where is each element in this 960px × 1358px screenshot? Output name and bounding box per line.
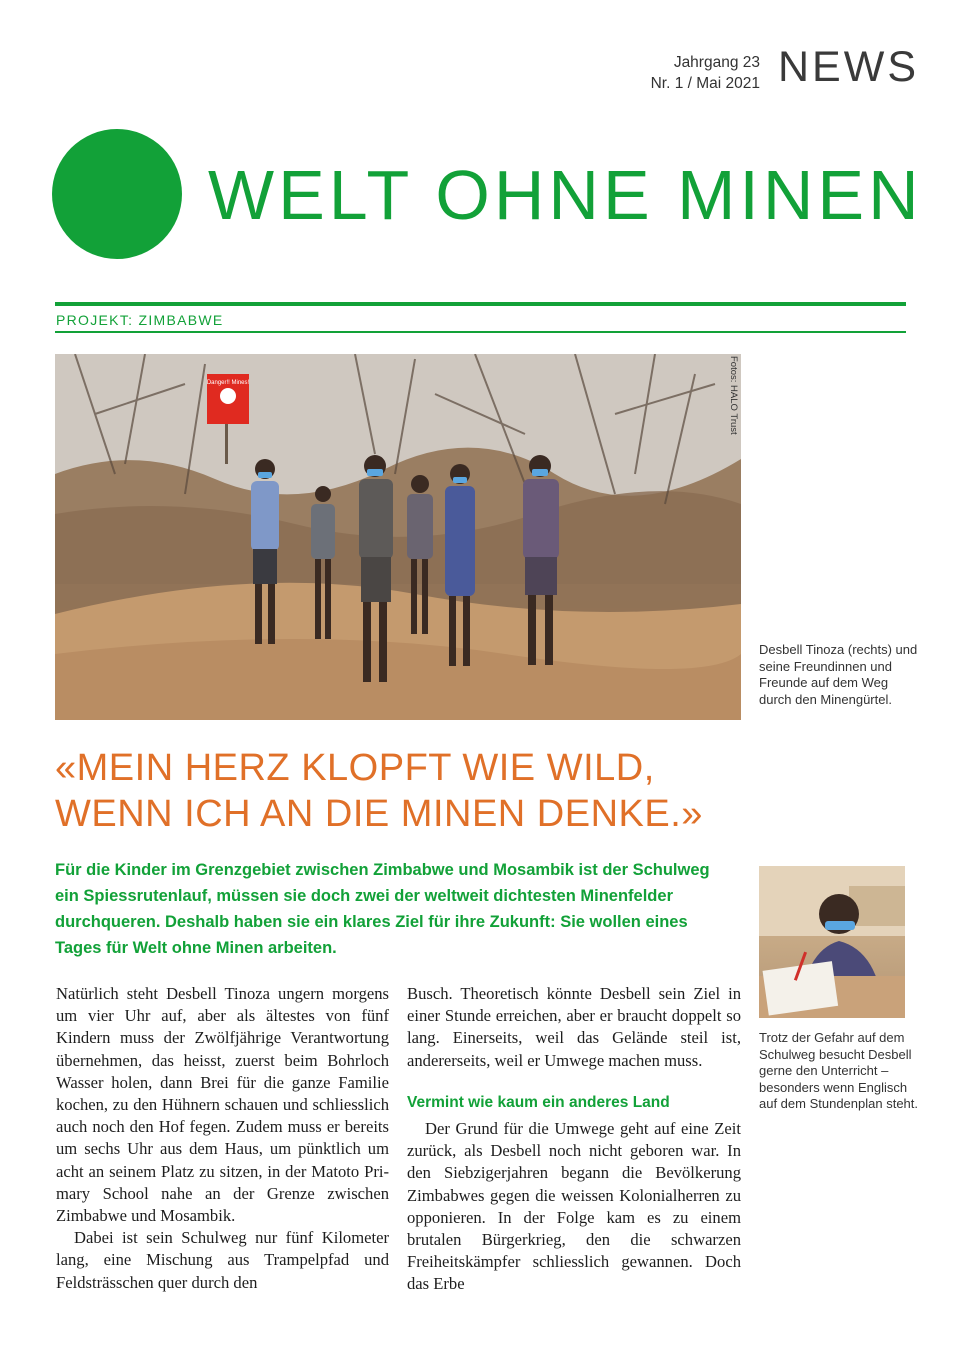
news-label: NEWS [778,43,919,91]
sign-text: Danger!! Mines! [206,380,250,386]
section-rule-bottom [55,331,906,333]
headline-line-1: «MEIN HERZ KLOPFT WIE WILD, [55,747,655,789]
main-photo-caption: Desbell Tinoza (rechts) und seine Freundinnen und Freunde auf dem Weg durch den Minengürtel. [759,642,918,707]
photo-credit: Fotos: HALO Trust [728,356,739,435]
subheading: Vermint wie kaum ein anderes Land [407,1093,670,1111]
main-photo [55,354,741,720]
classroom-photo-illustration [759,866,905,1018]
newsletter-title: WELT OHNE MINEN [208,156,923,234]
section-label: PROJEKT: ZIMBABWE [56,312,224,328]
headline-line-2: WENN ICH AN DIE MINEN DENKE.» [55,793,703,835]
classroom-photo-caption: Trotz der Gefahr auf dem Schulweg besucht Desbell gerne den Unterricht – besonders wenn Englisch auf dem Stundenplan steht. [759,1030,919,1111]
body-paragraph: Der Grund für die Umwege geht auf eine Zeit zurück, als Desbell noch nicht geboren war. In den Siebzigerjahren begann die Bevölkerung Zimbabwes gegen die weissen Kolonialherren zu opponieren. In der Folge kam es zu einem brutalen Bürgerkrieg, den die schwarzen Freiheitskämpfer schliesslich gewannen. Doch das Erbe [407,1119,741,1294]
lead-paragraph: Für die Kinder im Grenzgebiet zwischen Zimbabwe und Mosambik ist der Schulweg ein Spiessrutenlauf, müssen sie doch zwei der weltweit dichtesten Minenfelder durchqueren. Deshalb haben sie ein klares Ziel für ihre Zukunft: Sie wollen eines Tages für Welt ohne Minen arbeiten. [55,861,710,957]
main-photo-illustration [55,354,741,720]
volume-label: Jahrgang 23 [673,54,760,71]
issue-label: Nr. 1 / Mai 2021 [650,75,760,92]
body-paragraph: Busch. Theoretisch könnte Desbell sein Ziel in einer Stunde erreichen, aber er braucht doppelt so lang. Einerseits, weil das Gelände steil ist, andererseits, weil er Umwege machen muss. [407,984,741,1070]
issue-info [651,52,760,94]
body-column-1 [56,983,389,1294]
logo-circle [52,129,182,259]
body-paragraph: Dabei ist sein Schulweg nur fünf Kilometer lang, eine Mischung aus Trampelpfad und Feldsträsschen quer durch den [56,1228,389,1292]
body-column-2 [407,983,741,1296]
section-rule-top [55,302,906,306]
headline [55,745,915,837]
classroom-photo [759,866,905,1018]
body-paragraph: Natürlich steht Desbell Tinoza ungern morgens um vier Uhr auf, aber als ältestes von fünf Kindern muss der Zwölfjährige Verantwortung übernehmen, das heisst, zuerst beim Bohrloch Wasser holen, dann Brei für die ganze Familie kochen, zu den Hühnern schauen und schliesslich auch noch den Hof fegen. Zudem muss er bereits um sechs Uhr aus dem Haus, um pünktlich um acht an seinem Platz zu sitzen, in der Matoto Primary School nahe an der Grenze zwischen Zimbabwe und Mosambik. [56,984,389,1226]
